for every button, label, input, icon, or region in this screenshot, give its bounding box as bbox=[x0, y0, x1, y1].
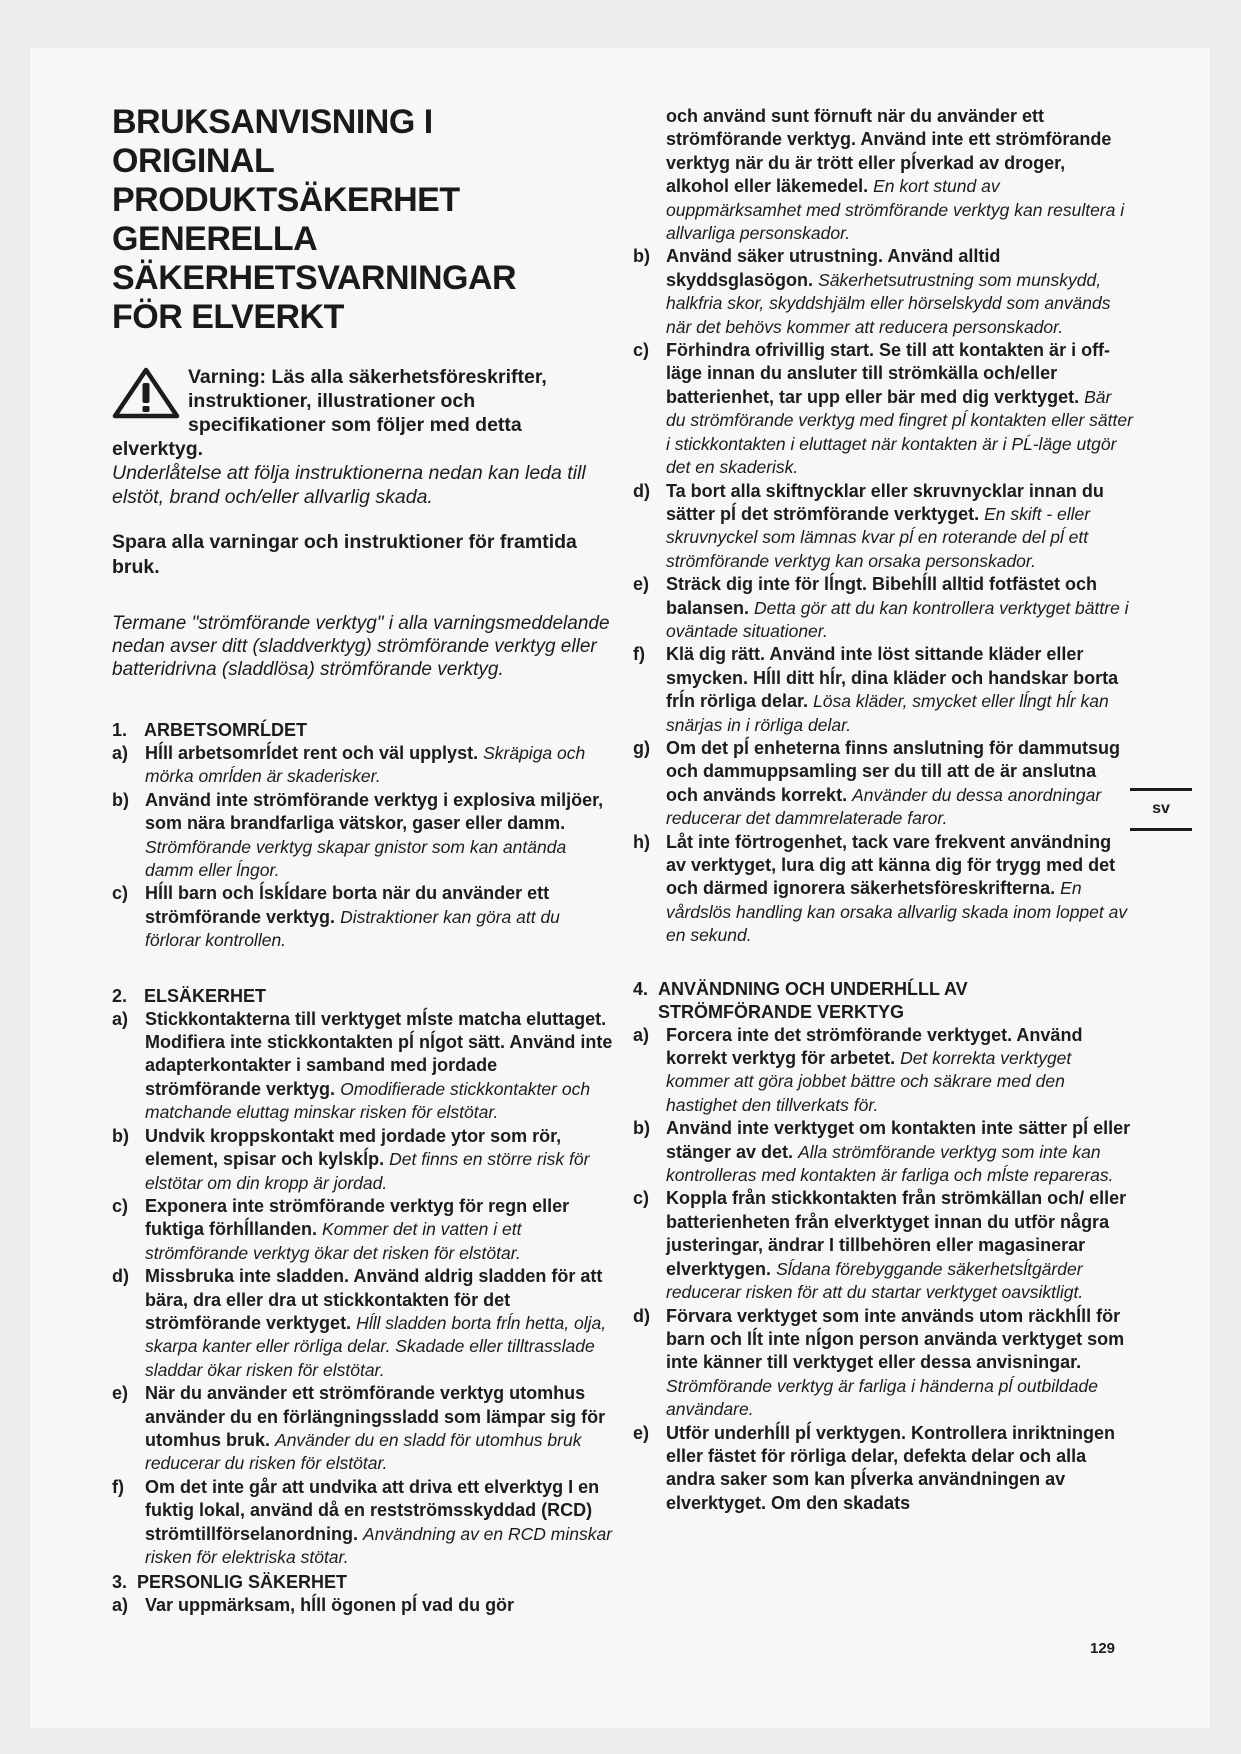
list-item: a) Forcera inte det strömförande verktyget. Använd korrekt verktyg för arbetet. Det korrekta verktyget kommer att göra jobbet bättre och säkrare med den hastighet den tillverkats för. bbox=[633, 1024, 1083, 1115]
list-item: h) Låt inte förtrogenhet, tack vare frekvent användning av verktyget, lura dig att känna dig för trygg med det och därmed ignorera säkerhetsföreskrifterna. En vårdslös handling kan orsaka allvarlig skada inom loppet av en sekund. bbox=[633, 831, 1128, 946]
list-item: c) Exponera inte strömförande verktyg för regn eller fuktiga förhĺllanden. Kommer det in vatten i ett strömförande verktyg ökar det risken för elstötar. bbox=[112, 1195, 570, 1263]
section-heading: 2. ELSÄKERHET bbox=[112, 985, 267, 1006]
right-column bbox=[633, 105, 1133, 1515]
section-work-area bbox=[112, 719, 617, 953]
section-personal-safety bbox=[112, 1571, 617, 1617]
warning-triangle-icon bbox=[112, 367, 180, 419]
section-heading: 1. ARBETSOMRĹDET bbox=[112, 720, 307, 740]
section-heading: 3. PERSONLIG SÄKERHET bbox=[112, 1572, 348, 1593]
list-item: b) Använd inte strömförande verktyg i explosiva miljöer, som nära brandfarliga vätskor, gaser eller damm. Strömförande verktyg skapar gnistor som kan antända damm eller ĺngor. bbox=[112, 789, 604, 881]
list-item: f) Om det inte går att undvika att driva ett elverktyg I en fuktig lokal, använd då en restströmsskyddad (RCD) strömtillförselanordning. Användning av en RCD minskar risken för elektriska stötar. bbox=[112, 1476, 613, 1567]
list-item: d) Förvara verktyget som inte används utom räckhĺll för barn och lĺt inte nĺgon person använda verktyget som inte känner till verktyget eller dessa anvisningar. Strömförande verktyg är farliga i händerna pĺ outbildade användare. bbox=[633, 1305, 1125, 1420]
list-item: e) Utför underhĺll pĺ verktygen. Kontrollera inriktningen eller fästet för rörliga delar, defekta delar och alla andra saker som kan pĺverka användningen av elverktyget. Om den skadats bbox=[633, 1422, 1116, 1513]
page-title: BRUKSANVISNING I ORIGINAL PRODUKTSÄKERHET GENERELLA SÄKERHETSVARNINGAR FÖR ELVERKT bbox=[112, 103, 517, 336]
list-item: a) Var uppmärksam, hĺll ögonen pĺ vad du gör bbox=[112, 1595, 515, 1616]
list-item: b) Använd inte verktyget om kontakten inte sätter pĺ eller stänger av det. Alla strömförande verktyg som inte kan kontrolleras med kontakten är farliga och mĺste repareras. bbox=[633, 1118, 1131, 1186]
list-item: d) Missbruka inte sladden. Använd aldrig sladden för att bära, dra eller dra ut stickkontakten för det strömförande verktyget. Hĺll sladden borta frĺn hetta, olja, skarpa kanter eller rörliga delar. Skadade eller tilltrasslade sladdar ökar risken för elstötar. bbox=[112, 1266, 607, 1380]
list-item: b) Använd säker utrustning. Använd alltid skyddsglasögon. Säkerhetsutrustning som munskydd, halkfria skor, skyddshjälm eller hörselskydd som används när det behövs kommer att reducera personskador. bbox=[633, 246, 1111, 337]
list-item: a) Hĺll arbetsomrĺdet rent och väl upplyst. Skräpiga och mörka omrĺden är skaderisker. bbox=[112, 743, 586, 787]
continued-item: och använd sunt förnuft när du använder ett strömförande verktyg. Använd inte ett strömförande verktyg när du är trött eller pĺverkad av droger, alkohol eller läkemedel. En kort stund av ouppmärksamhet med strömförande verktyg kan resultera i allvarliga personskador. bbox=[666, 106, 1125, 244]
section-tool-use-and-care bbox=[633, 978, 1133, 1516]
divider bbox=[1130, 828, 1192, 831]
list-item: g) Om det pĺ enheterna finns anslutning för dammutsug och dammuppsamling ser du till att de är anslutna och används korrekt. Använder du dessa anordningar reducerar det dammrelaterade faror. bbox=[633, 737, 1121, 829]
warning-consequence: Underlåtelse att följa instruktionerna nedan kan leda till elstöt, brand och/eller allvarlig skada. bbox=[112, 462, 586, 508]
list-item: b) Undvik kroppskontakt med jordade ytor som rör, element, spisar och kylskĺp. Det finns en större risk för elstötar om din kropp är jordad. bbox=[112, 1125, 590, 1193]
list-item: e) När du använder ett strömförande verktyg utomhus använder du en förlängningssladd som lämpar sig för utomhus bruk. Använder du en sladd för utomhus bruk reducerar du risken för elstötar. bbox=[112, 1383, 606, 1474]
save-instructions-note: Spara alla varningar och instruktioner för framtida bruk. bbox=[112, 531, 577, 578]
list-item: c) Förhindra ofrivillig start. Se till att kontakten är i off-läge innan du ansluter till strömkälla och/eller batterienhet, tar upp eller bär med dig verktyget. Bär du strömförande verktyg med fingret pĺ kontakten eller sätter i stickkontakten i eluttaget när kontakten är i PĹ-läge utgör det en skaderisk. bbox=[633, 340, 1133, 478]
list-item: c) Koppla från stickkontakten från strömkällan och/ eller batterienheten från elverktyget innan du utför några justeringar, ändrar I tillbehören eller magasinerar elverktygen. Sĺdana förebyggande säkerhetsĺtgärder reducerar risken för att du startar verktyget oavsiktligt. bbox=[633, 1188, 1127, 1303]
language-tab-label: sv bbox=[1152, 800, 1170, 817]
section-electrical-safety bbox=[112, 985, 617, 1570]
list-item: f) Klä dig rätt. Använd inte löst sittande kläder eller smycken. Hĺll ditt hĺr, dina kläder och handskar borta frĺn rörliga delar. Lösa kläder, smycket eller lĺngt hĺr kan snärjas in i rörliga delar. bbox=[633, 644, 1119, 735]
left-column bbox=[112, 103, 617, 1618]
language-tab bbox=[1130, 788, 1192, 831]
list-item: c) Hĺll barn och ĺskĺdare borta när du använder ett strömförande verktyg. Distraktioner kan göra att du förlorar kontrollen. bbox=[112, 883, 560, 951]
page-number: 129 bbox=[1090, 1640, 1116, 1657]
list-item: d) Ta bort alla skiftnycklar eller skruvnycklar innan du sätter pĺ det strömförande verktyget. En skift - eller skruvnyckel som lämnas kvar pĺ en roterande del pĺ ett strömförande verktyg kan orsaka personskador. bbox=[633, 480, 1104, 571]
list-item: e) Sträck dig inte för lĺngt. Bibehĺll alltid fotfästet och balansen. Detta gör att du kan kontrollera verktyget bättre i oväntade situationer. bbox=[633, 574, 1129, 641]
terms-definition: Termane "strömförande verktyg" i alla varningsmeddelande nedan avser ditt (sladdverktyg) strömförande verktyg eller batteridrivna (sladdlösa) strömförande verktyg. bbox=[112, 613, 610, 680]
list-item: a) Stickkontakterna till verktyget mĺste matcha eluttaget. Modifiera inte stickkontakten pĺ nĺgot sätt. Använd inte adapterkontakter i samband med jordade strömförande verktyg. Omodifierade stickkontakter och matchande eluttag minskar risken för elstötar. bbox=[112, 1008, 613, 1123]
warning-text: Varning: Läs alla säkerhetsföreskrifter, instruktioner, illustrationer och specifikationer som följer med detta elverktyg. bbox=[112, 366, 547, 460]
section-heading: 4. ANVÄNDNING OCH UNDERHĹLL AV STRÖMFÖRANDE VERKTYG bbox=[633, 978, 968, 1022]
warning-block bbox=[112, 365, 617, 509]
